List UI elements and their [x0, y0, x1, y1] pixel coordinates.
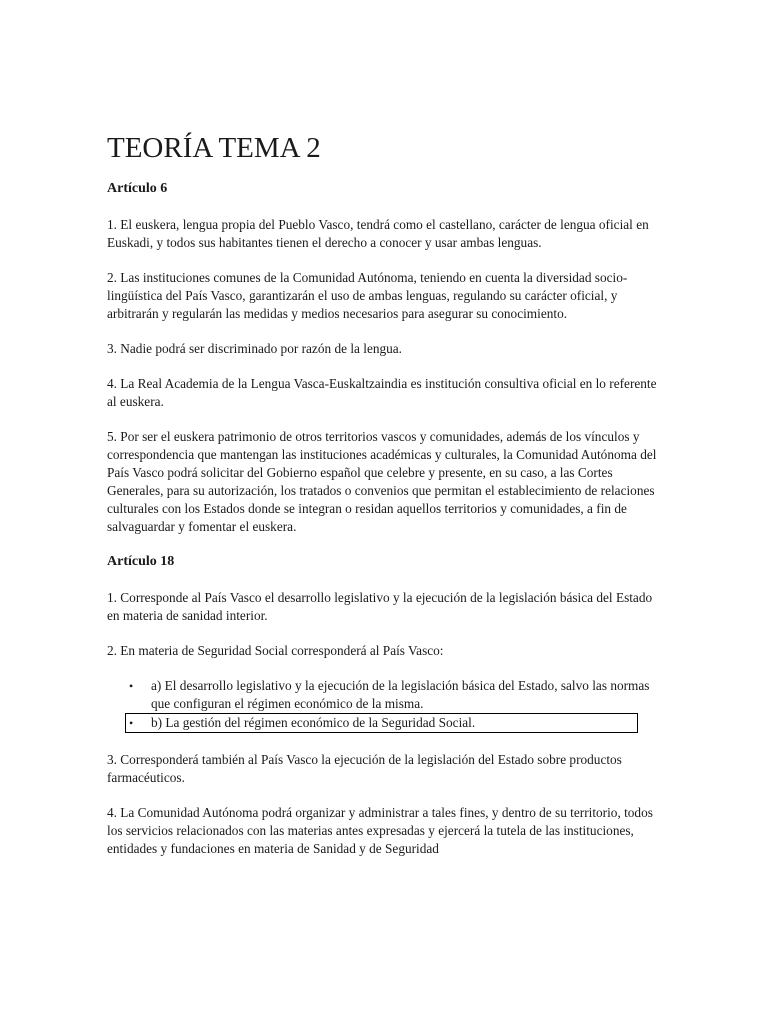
list-item — [107, 677, 663, 713]
article-18-paragraph-3: 3. Corresponderá también al País Vasco la ejecución de la legislación del Estado sobre productos farmacéuticos. — [107, 752, 622, 785]
article-18-paragraph-2: 2. En materia de Seguridad Social corresponderá al País Vasco: — [107, 643, 444, 658]
article-6-paragraph-4: 4. La Real Academia de la Lengua Vasca-Euskaltzaindia es institución consultiva oficial en lo referente al euskera. — [107, 376, 657, 409]
list-item-selected[interactable] — [125, 713, 638, 733]
article-6-heading: Artículo 6 — [107, 181, 168, 196]
bullet-icon: • — [129, 716, 134, 730]
article-6-paragraph-1: 1. El euskera, lengua propia del Pueblo Vasco, tendrá como el castellano, carácter de lengua oficial en Euskadi, y todos sus habitantes tienen el derecho a conocer y usar ambas lenguas. — [107, 217, 649, 250]
article-6-paragraph-2: 2. Las instituciones comunes de la Comunidad Autónoma, teniendo en cuenta la diversidad socio-lingüística del País Vasco, garantizarán el uso de ambas lenguas, regulando su carácter oficial, y arbitrarán y regularán las medidas y medios necesarios para asegurar su conocimiento. — [107, 270, 628, 321]
list-item-text: a) El desarrollo legislativo y la ejecución de la legislación básica del Estado, salvo las normas que configuran el régimen económico de la misma. — [151, 678, 650, 711]
document-page — [107, 128, 663, 875]
list-item-text: b) La gestión del régimen económico de la Seguridad Social. — [151, 715, 476, 730]
document-title: TEORÍA TEMA 2 — [107, 132, 321, 164]
article-18-paragraph-1: 1. Corresponde al País Vasco el desarrollo legislativo y la ejecución de la legislación básica del Estado en materia de sanidad interior. — [107, 590, 653, 623]
article-18-heading: Artículo 18 — [107, 554, 175, 569]
article-6-paragraph-5: 5. Por ser el euskera patrimonio de otros territorios vascos y comunidades, además de los vínculos y correspondencia que mantengan las instituciones académicas y culturales, la Comunidad Autónoma del País Vasco podrá solicitar del Gobierno español que celebre y presente, en su caso, a las Cortes Generales, para su autorización, los tratados o convenios que permitan el establecimiento de relaciones culturales con los Estados donde se integran o residan aquellos territorios y comunidades, a fin de salvaguardar y fomentar el euskera. — [107, 429, 657, 534]
seguridad-social-list — [107, 677, 663, 733]
article-6-paragraph-3: 3. Nadie podrá ser discriminado por razón de la lengua. — [107, 341, 403, 356]
article-18-paragraph-4: 4. La Comunidad Autónoma podrá organizar y administrar a tales fines, y dentro de su territorio, todos los servicios relacionados con las materias antes expresadas y ejercerá la tutela de las instituciones, entidades y fundaciones en materia de Sanidad y de Seguridad — [107, 805, 653, 856]
bullet-icon: • — [129, 679, 134, 693]
